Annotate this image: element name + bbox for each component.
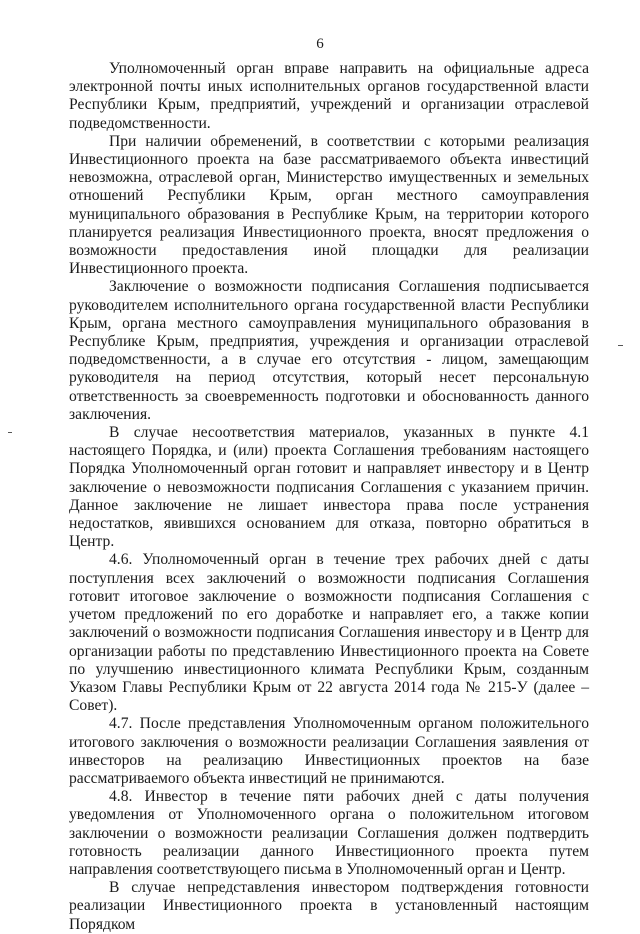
scan-artifact-mark — [618, 345, 623, 346]
scan-artifact-mark — [8, 432, 12, 433]
paragraph-notify-authorities: Уполномоченный орган вправе направить на официальные адреса электронной почты иных исполнительных органов государственной власти Республики Крым, предприятий, учреждений и организации отраслевой подведомственности. — [69, 60, 589, 132]
paragraph-4-7: 4.7. После представления Уполномоченным органом положительного итогового заключения о возможности реализации Соглашения заявления от инвесторов на реализацию Инвестиционных проектов на базе рассматриваемого объекта инвестиций не принимаются. — [69, 715, 589, 787]
paragraph-4-8: 4.8. Инвестор в течение пяти рабочих дней с даты получения уведомления от Уполномоченного органа о положительном итоговом заключении о возможности реализации Соглашения должен подтвердить готовность реализации данного Инвестиционного проекта путем направления соответствующего письма в Уполномоченный орган и Центр. — [69, 788, 589, 878]
paragraph-conclusion-signing: Заключение о возможности подписания Соглашения подписывается руководителем исполнительного органа государственной власти Республики Крым, органа местного самоуправления муниципального образования в Республике Крым, предприятия, учреждения и организации отраслевой подведомственности, а в случае его отсутствия - лицом, замещающим руководителя на период отсутствия, который несет персональную ответственность за своевременность подготовки и обоснованность данного заключения. — [69, 278, 589, 423]
page-number: 6 — [316, 36, 324, 52]
paragraph-non-submission: В случае непредставления инвестором подтверждения готовности реализации Инвестиционного проекта в установленный настоящим Порядком — [69, 879, 589, 933]
paragraph-4-6: 4.6. Уполномоченный орган в течение трех рабочих дней с даты поступления всех заключений о возможности подписания Соглашения готовит итоговое заключение о возможности подписания Соглашения с учетом предложений по его доработке и направляет его, а также копии заключений о возможности подписания Соглашения инвестору и в Центр для организации работы по представлению Инвестиционного проекта на Совете по улучшению инвестиционного климата Республики Крым, созданным Указом Главы Республики Крым от 22 августа 2014 года № 215-У (далее – Совет). — [69, 551, 589, 715]
paragraph-nonconformity: В случае несоответствия материалов, указанных в пункте 4.1 настоящего Порядка, и (или) проекта Соглашения требованиям настоящего Порядка Уполномоченный орган готовит и направляет инвестору и в Центр заключение о невозможности подписания Соглашения с указанием причин. Данное заключение не лишает инвестора права после устранения недостатков, явившихся основанием для отказа, повторно обратиться в Центр. — [69, 424, 589, 551]
paragraph-encumbrances: При наличии обременений, в соответствии с которыми реализация Инвестиционного проекта на базе рассматриваемого объекта инвестиций невозможна, отраслевой орган, Министерство имущественных и земельных отношений Республики Крым, орган местного самоуправления муниципального образования в Республике Крым, на территории которого планируется реализация Инвестиционного проекта, вносят предложения о возможности предоставления иной площадки для реализации Инвестиционного проекта. — [69, 132, 589, 278]
document-body — [69, 60, 589, 934]
